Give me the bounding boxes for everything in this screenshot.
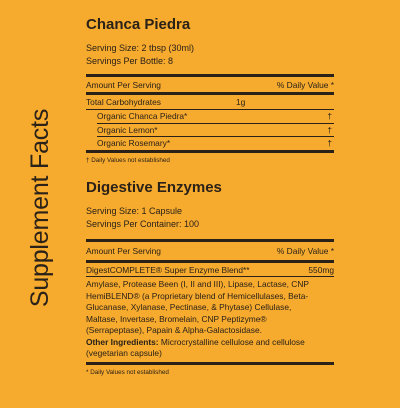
daily-value-header: % Daily Value * (276, 246, 334, 256)
blend-line: Amylase, Protease Been (I, II and III), Lipase, Lactase, CNP (86, 279, 309, 289)
nutrient-name: Total Carbohydrates (86, 97, 161, 107)
blend-line: Maltase, Invertase, Bromelain, CNP Peptizyme® (86, 313, 267, 324)
servings-per-container: Servings Per Container: 100 (86, 219, 200, 229)
ingredient-row (97, 110, 334, 123)
serving-size: Serving Size: 2 tbsp (30ml) (86, 43, 195, 53)
section-title: Chanca Piedra (86, 16, 191, 33)
blend-row (86, 263, 334, 276)
daily-value-header: % Daily Value * (276, 79, 334, 90)
supplement-facts-vertical-title: Supplement Facts (26, 108, 54, 308)
blend-name: DigestCOMPLETE® Super Enzyme Blend** (86, 264, 250, 275)
ingredient-name: Organic Chanca Piedra* (97, 111, 188, 122)
chanca-piedra-panel (86, 16, 334, 165)
other-ingredients-label: Other Ingredients: (86, 336, 159, 347)
blend-line: HemiBLEND® (a Proprietary blend of Hemicellulases, Beta- (86, 290, 309, 301)
section-title: Digestive Enzymes (86, 179, 222, 196)
other-ingredients-text: Microcrystalline cellulose and cellulose (158, 336, 305, 347)
blend-line: (Serrapeptase), Papain & Alpha-Galactosidase. (86, 325, 262, 335)
other-ingredients (86, 337, 334, 349)
table-header-row (86, 77, 334, 92)
footnote: * Daily Values not established (86, 368, 169, 376)
ingredient-dv: † (327, 111, 332, 122)
other-ingredients-cont: (vegetarian capsule) (86, 348, 162, 358)
footnote: † Daily Values not established (86, 156, 170, 164)
table-header-row (86, 242, 334, 260)
ingredient-row (97, 137, 334, 150)
ingredient-dv: † (327, 138, 332, 149)
serving-size: Serving Size: 1 Capsule (86, 206, 183, 216)
servings-per-bottle: Servings Per Bottle: 8 (86, 56, 174, 66)
divider-thick (86, 150, 334, 153)
ingredient-name: Organic Rosemary* (97, 138, 171, 149)
digestive-enzymes-panel (86, 179, 334, 377)
ingredient-dv: † (327, 124, 332, 135)
ingredient-name: Organic Lemon* (97, 124, 158, 135)
nutrient-amount: 1g (236, 97, 246, 107)
total-carbohydrates-row (86, 95, 334, 109)
ingredient-row (97, 124, 334, 137)
amount-per-serving-header: Amount Per Serving (86, 246, 161, 256)
divider-thick (86, 362, 334, 365)
blend-line: Glucanase, Xylanase, Pectinase, & Phytase) Cellulase, (86, 302, 292, 312)
blend-ingredients (86, 279, 334, 360)
amount-per-serving-header: Amount Per Serving (86, 79, 161, 90)
blend-amount: 550mg (308, 264, 334, 275)
